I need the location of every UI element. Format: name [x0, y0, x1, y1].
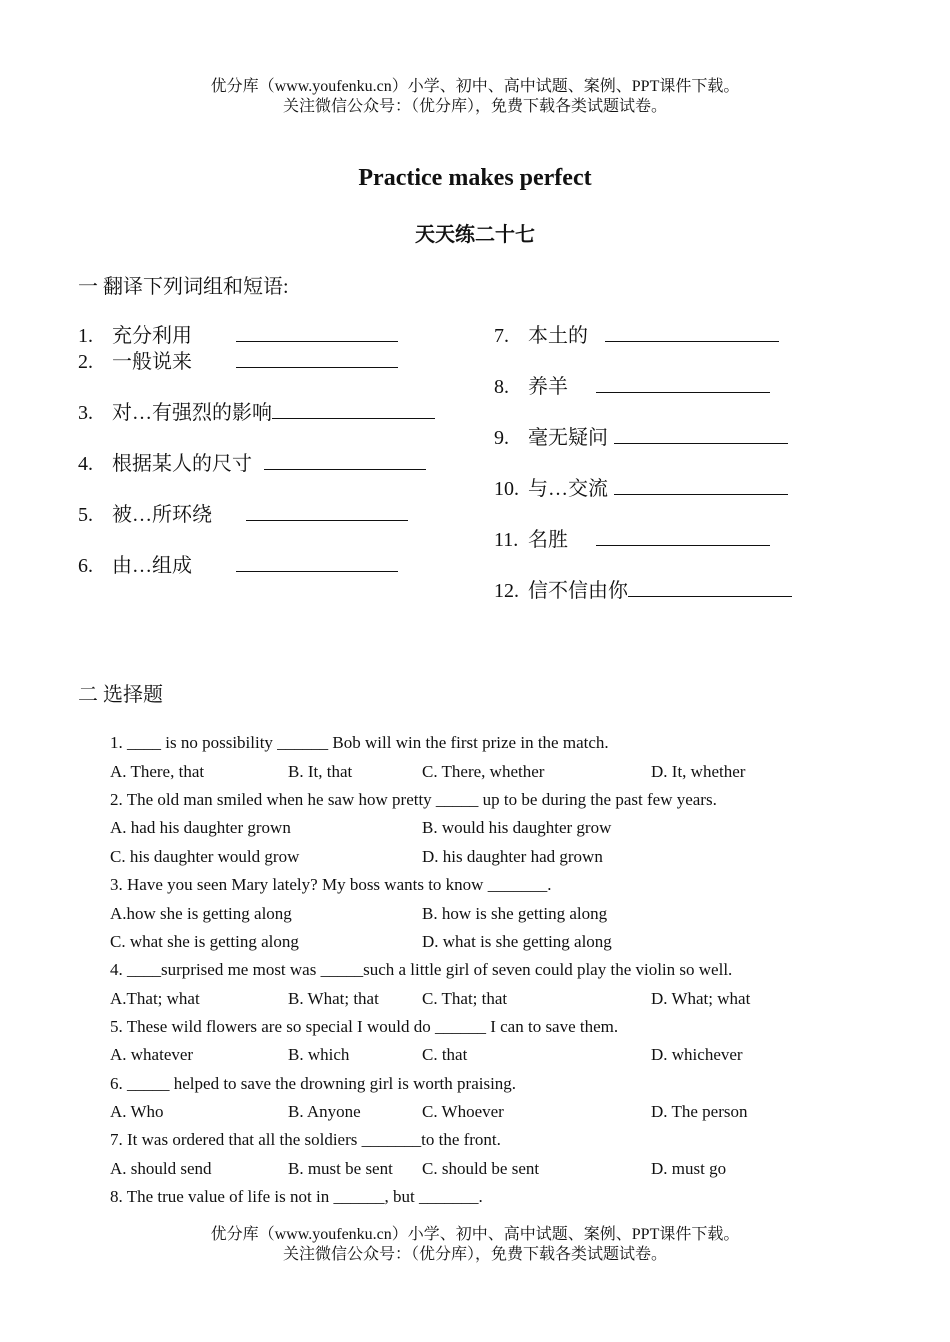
header-line-2: 关注微信公众号：（优分库），免费下载各类试题试卷。	[282, 98, 667, 115]
vocab-item	[78, 500, 408, 528]
vocab-text: 一般说来	[112, 351, 192, 373]
vocab-text: 毫无疑问	[528, 427, 608, 449]
option-b[interactable]: B. Anyone	[288, 1102, 361, 1121]
answer-blank[interactable]	[236, 347, 398, 368]
section-2-heading: 二 选择题	[78, 684, 163, 706]
question-7: 7. It was ordered that all the soldiers _______to the front.	[110, 1130, 501, 1149]
vocab-text: 名胜	[528, 529, 568, 551]
vocab-text: 充分利用	[112, 325, 192, 347]
option-a[interactable]: A. There, that	[110, 762, 205, 781]
vocab-text: 根据某人的尺寸	[112, 453, 252, 475]
option-d[interactable]: D. What; what	[651, 989, 751, 1008]
vocab-text: 养羊	[528, 376, 568, 398]
answer-blank[interactable]	[605, 321, 779, 342]
vocab-number: 6.	[78, 555, 93, 577]
question-4: 4. ____surprised me most was _____such a little girl of seven could play the violin so well.	[110, 960, 733, 979]
vocab-number: 1.	[78, 325, 93, 347]
vocab-number: 3.	[78, 402, 93, 424]
option-b[interactable]: B. It, that	[288, 762, 353, 781]
option-b[interactable]: B. how is she getting along	[422, 904, 608, 923]
answer-blank[interactable]	[614, 423, 788, 444]
vocab-item	[78, 321, 398, 349]
page-header	[0, 77, 950, 117]
option-d[interactable]: D. whichever	[651, 1045, 743, 1064]
option-d[interactable]: D. The person	[651, 1102, 748, 1121]
option-d[interactable]: D. must go	[651, 1159, 727, 1178]
option-b[interactable]: B. which	[288, 1045, 350, 1064]
vocab-number: 9.	[494, 427, 509, 449]
vocab-text: 与…交流	[528, 478, 608, 500]
question-5: 5. These wild flowers are so special I would do ______ I can to save them.	[110, 1017, 619, 1036]
option-c[interactable]: C. what she is getting along	[110, 932, 299, 951]
question-3: 3. Have you seen Mary lately? My boss wants to know _______.	[110, 875, 552, 894]
question-1: 1. ____ is no possibility ______ Bob will win the first prize in the match.	[110, 733, 609, 752]
vocab-item	[494, 372, 770, 400]
page-title: Practice makes perfect	[358, 165, 592, 191]
vocab-text: 本土的	[528, 325, 588, 347]
vocab-number: 8.	[494, 376, 509, 398]
vocab-number: 11.	[494, 529, 519, 551]
vocab-item	[78, 347, 398, 375]
vocab-item	[494, 321, 779, 349]
answer-blank[interactable]	[628, 576, 792, 597]
option-c[interactable]: C. should be sent	[422, 1159, 540, 1178]
option-a[interactable]: A. whatever	[110, 1045, 194, 1064]
option-b[interactable]: B. must be sent	[288, 1159, 393, 1178]
question-8: 8. The true value of life is not in ______, but _______.	[110, 1187, 483, 1206]
option-a[interactable]: A. Who	[110, 1102, 164, 1121]
option-b[interactable]: B. would his daughter grow	[422, 818, 612, 837]
vocab-item	[78, 449, 426, 477]
vocab-item	[494, 474, 788, 502]
vocab-text: 信不信由你	[528, 580, 628, 602]
answer-blank[interactable]	[264, 449, 426, 470]
option-b[interactable]: B. What; that	[288, 989, 379, 1008]
vocab-text: 对…有强烈的影响	[112, 402, 272, 424]
vocab-item	[494, 576, 792, 604]
answer-blank[interactable]	[596, 525, 770, 546]
vocab-item	[78, 398, 435, 426]
vocab-number: 4.	[78, 453, 93, 475]
option-c[interactable]: C. Whoever	[422, 1102, 504, 1121]
vocab-item	[494, 525, 770, 553]
vocab-item	[78, 551, 398, 579]
page-footer	[0, 1225, 950, 1265]
answer-blank[interactable]	[236, 321, 398, 342]
option-d[interactable]: D. It, whether	[651, 762, 746, 781]
section-1-heading: 一 翻译下列词组和短语:	[78, 276, 289, 298]
page-subtitle: 天天练二十七	[415, 224, 535, 246]
option-d[interactable]: D. his daughter had grown	[422, 847, 603, 866]
vocab-number: 5.	[78, 504, 93, 526]
footer-line-2: 关注微信公众号：（优分库），免费下载各类试题试卷。	[282, 1246, 667, 1263]
header-line-1: 优分库（www.youfenku.cn）小学、初中、高中试题、案例、PPT课件下载。	[210, 78, 740, 95]
question-2: 2. The old man smiled when he saw how pretty _____ up to be during the past few years.	[110, 790, 717, 809]
option-a[interactable]: A.how she is getting along	[110, 904, 292, 923]
option-c[interactable]: C. There, whether	[422, 762, 545, 781]
option-c[interactable]: C. that	[422, 1045, 468, 1064]
answer-blank[interactable]	[272, 398, 435, 419]
answer-blank[interactable]	[246, 500, 408, 521]
vocab-number: 7.	[494, 325, 509, 347]
option-c[interactable]: C. That; that	[422, 989, 508, 1008]
answer-blank[interactable]	[236, 551, 398, 572]
footer-line-1: 优分库（www.youfenku.cn）小学、初中、高中试题、案例、PPT课件下载。	[210, 1226, 740, 1243]
vocab-number: 12.	[494, 580, 519, 602]
question-6: 6. _____ helped to save the drowning girl is worth praising.	[110, 1074, 517, 1093]
option-a[interactable]: A. had his daughter grown	[110, 818, 291, 837]
answer-blank[interactable]	[614, 474, 788, 495]
vocab-text: 被…所环绕	[112, 504, 212, 526]
vocab-number: 10.	[494, 478, 519, 500]
vocab-item	[494, 423, 788, 451]
vocab-number: 2.	[78, 351, 93, 373]
answer-blank[interactable]	[596, 372, 770, 393]
option-a[interactable]: A. should send	[110, 1159, 212, 1178]
option-a[interactable]: A.That; what	[110, 989, 200, 1008]
option-c[interactable]: C. his daughter would grow	[110, 847, 300, 866]
option-d[interactable]: D. what is she getting along	[422, 932, 612, 951]
vocab-text: 由…组成	[112, 555, 192, 577]
